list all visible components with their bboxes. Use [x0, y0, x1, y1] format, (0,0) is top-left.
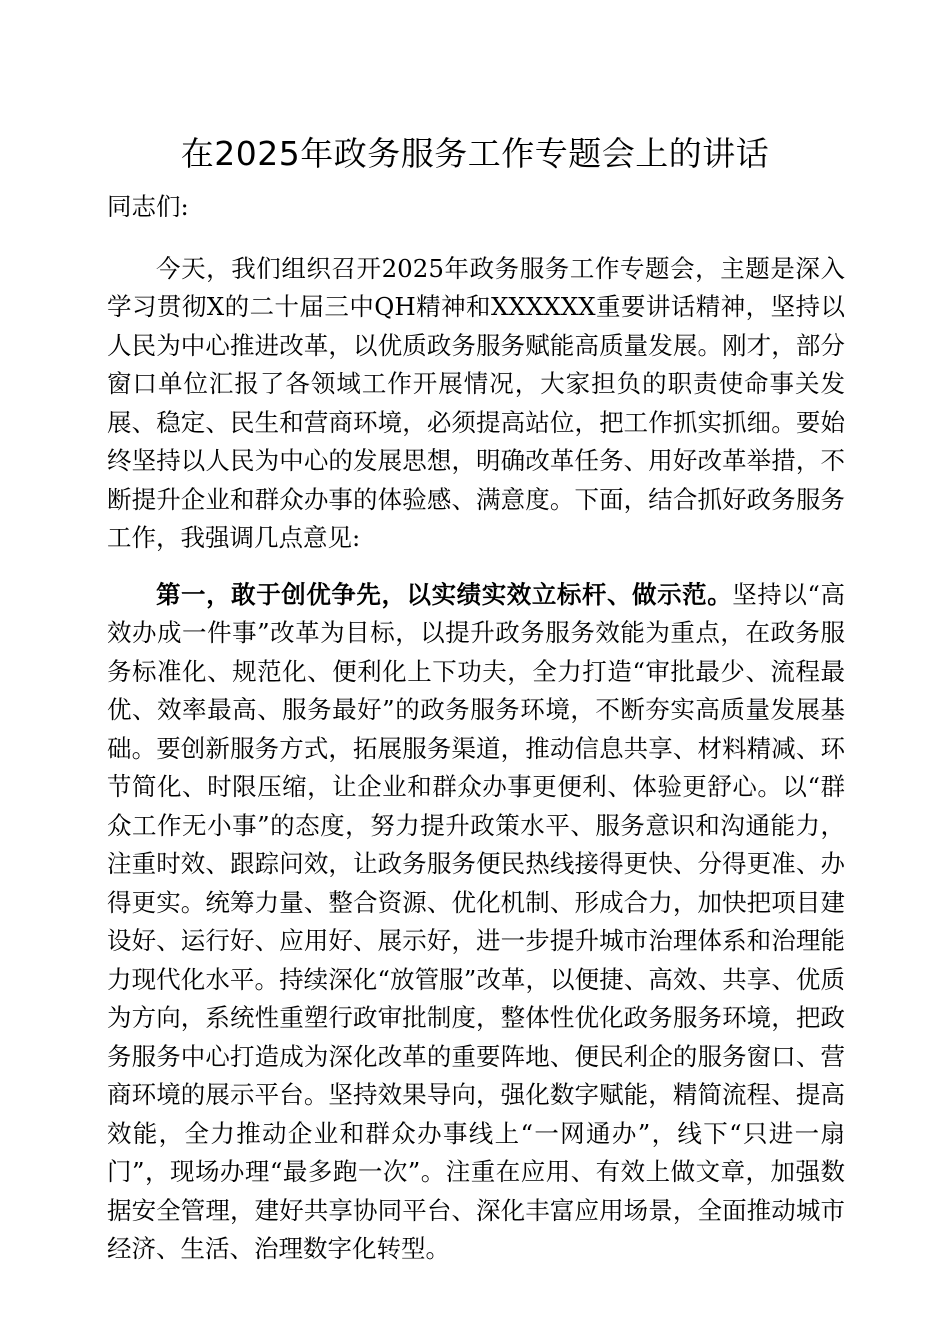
paragraph-first-point-body: 坚持以“高效办成一件事”改革为目标，以提升政务服务效能为重点，在政务服务标准化、规范化、便利化上下功夫，全力打造“审批最少、流程最优、效率最高、服务最好”的政务服务环境，不断夯实高质量发展基础。要创新服务方式，拓展服务渠道，推动信息共享、材料精减、环节简化、时限压缩，让企业和群众办事更便利、体验更舒心。以“群众工作无小事”的态度，努力提升政策水平、服务意识和沟通能力，注重时效、跟踪问效，让政务服务便民热线接得更快、分得更准、办得更实。统筹力量、整合资源、优化机制、形成合力，加快把项目建设好、运行好、应用好、展示好，进一步提升城市治理体系和治理能力现代化水平。持续深化“放管服”改革，以便捷、高效、共享、优质为方向，系统性重塑行政审批制度，整体性优化政务服务环境，把政务服务中心打造成为深化改革的重要阵地、便民利企的服务窗口、营商环境的展示平台。坚持效果导向，强化数字赋能，精简流程、提高效能，全力推动企业和群众办事线上“一网通办”，线下“只进一扇门”，现场办理“最多跑一次”。注重在应用、有效上做文章，加强数据安全管理，建好共享协同平台、深化丰富应用场景，全面推动城市经济、生活、治理数字化转型。 [107, 579, 845, 1263]
salutation: 同志们: [107, 192, 189, 221]
paragraph-first-point [107, 576, 845, 1269]
paragraph-intro: 今天，我们组织召开2025年政务服务工作专题会，主题是深入学习贯彻X的二十届三中QH精神和XXXXXX重要讲话精神，坚持以人民为中心推进改革，以优质政务服务赋能高质量发展。刚才，部分窗口单位汇报了各领域工作开展情况，大家担负的职责使命事关发展、稳定、民生和营商环境，必须提高站位，把工作抓实抓细。要始终坚持以人民为中心的发展思想，明确改革任务、用好改革举措，不断提升企业和群众办事的体验感、满意度。下面，结合抓好政务服务工作，我强调几点意见: [107, 253, 845, 552]
paragraph-lead-heading: 第一，敢于创优争先，以实绩实效立标杆、做示范。 [156, 579, 733, 609]
document-body [107, 188, 845, 1269]
document-title: 在2025年政务服务工作专题会上的讲话 [180, 134, 770, 173]
